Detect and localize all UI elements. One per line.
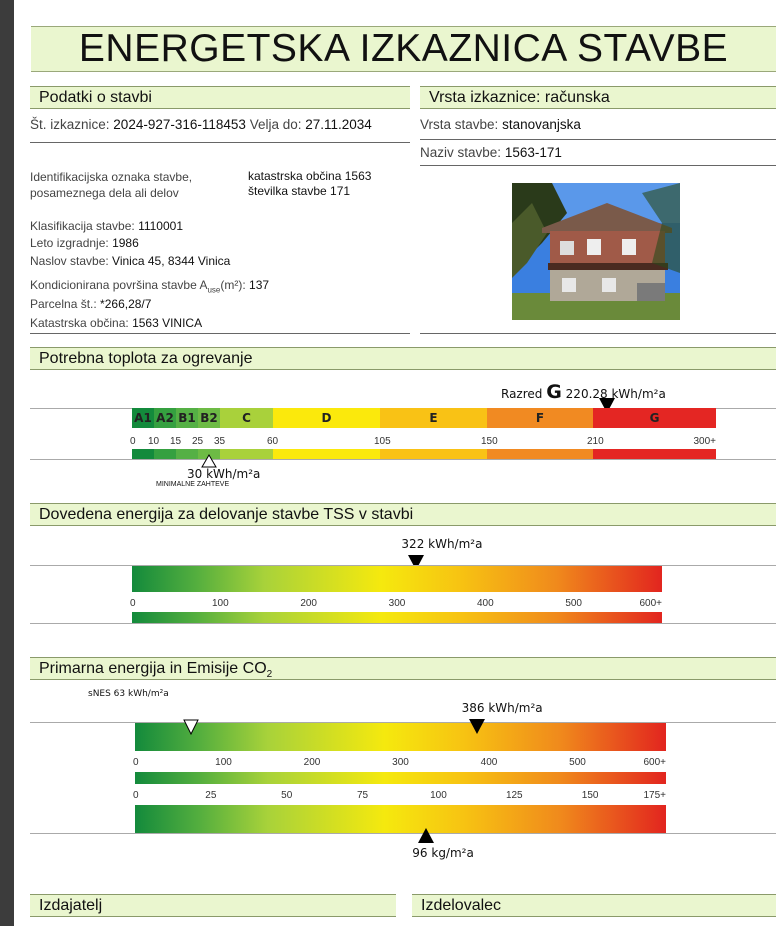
co2-value-text: 96 kg/m²a [412, 846, 474, 860]
class-segment-d: D [273, 408, 380, 428]
minimum-requirement-caption: MINIMALNE ZAHTEVE [156, 481, 230, 488]
primary-value-marker [469, 719, 485, 734]
cadastral-row [30, 316, 202, 330]
heating-tick-label: 210 [587, 436, 604, 447]
co2-ticks [135, 790, 666, 802]
parcel-label: Parcelna št.: [30, 297, 97, 311]
heating-tick-label: 15 [170, 436, 182, 447]
scale-tick-label: 500 [565, 598, 582, 609]
class-strip-c [220, 449, 273, 459]
outline-triangle-icon [201, 454, 217, 468]
heating-tick-label: 0 [130, 436, 136, 447]
delivered-gradient-bar [132, 566, 662, 592]
class-strip-a1 [132, 449, 154, 459]
building-name-value: 1563-171 [504, 145, 562, 160]
primary-gradient-bar [135, 723, 666, 751]
identification-value-1: katastrska občina 1563 [248, 169, 372, 183]
scale-tick-label: 175+ [643, 790, 666, 801]
building-name-row [420, 145, 562, 160]
house-illustration [512, 183, 680, 320]
classification-value: 1110001 [138, 219, 183, 233]
heating-tick-label: 35 [214, 436, 226, 447]
izkaznica-number-row [30, 117, 372, 132]
divider [420, 165, 776, 166]
heating-scale-line [30, 459, 776, 460]
address-label: Naslov stavbe: [30, 254, 109, 268]
scale-tick-label: 400 [480, 757, 498, 768]
area-label-subscript: use [207, 285, 221, 295]
delivered-gradient-strip [132, 612, 662, 623]
heating-tick-label: 300+ [693, 436, 716, 447]
area-row [30, 278, 269, 294]
class-strip-d [273, 449, 380, 459]
primary-header-text: Primarna energija in Emisije CO [39, 660, 267, 677]
valid-until-value: 27.11.2034 [305, 117, 372, 132]
building-type-label: Vrsta stavbe: [420, 117, 499, 132]
divider [30, 142, 410, 143]
valid-until-label: Velja do: [249, 117, 302, 132]
parcel-row [30, 297, 151, 311]
left-window-edge [0, 0, 14, 926]
cadastral-label: Katastrska občina: [30, 316, 129, 330]
cadastral-value: 1563 VINICA [132, 316, 203, 330]
scale-tick-label: 0 [130, 598, 136, 609]
area-value: 137 [249, 278, 270, 292]
primary-ticks [135, 757, 666, 769]
scale-tick-label: 100 [430, 790, 447, 801]
section-header-heating: Potrebna toplota za ogrevanje [30, 347, 776, 370]
class-segment-e: E [380, 408, 487, 428]
class-strip-b1 [176, 449, 198, 459]
class-segment-g: G [593, 408, 716, 428]
scale-tick-label: 150 [581, 790, 599, 801]
area-label: Kondicionirana površina stavbe A [30, 278, 208, 292]
class-segment-a1: A1 [132, 408, 154, 428]
class-value: G [546, 381, 562, 403]
class-segment-a2: A2 [154, 408, 176, 428]
section-header-primary [30, 657, 776, 680]
building-photo [512, 183, 680, 320]
class-label: Razred [501, 387, 543, 401]
building-type-row [420, 117, 581, 132]
scale-tick-label: 200 [300, 598, 317, 609]
class-segment-c: C [220, 408, 273, 428]
scale-tick-label: 500 [569, 757, 586, 768]
heating-tick-label: 150 [481, 436, 498, 447]
co2-gradient-bar [135, 805, 666, 833]
co2-value-marker [418, 828, 434, 843]
scale-tick-label: 300 [392, 757, 409, 768]
heating-tick-label: 25 [192, 436, 204, 447]
section-header-delivered: Dovedena energija za delovanje stavbe TSS v stavbi [30, 503, 776, 526]
scale-tick-label: 400 [476, 598, 494, 609]
snes-value-text: sNES 63 kWh/m²a [88, 689, 169, 699]
identification-label-1: Identifikacijska oznaka stavbe, [30, 170, 193, 184]
section-header-vrsta: Vrsta izkaznice: računska [420, 86, 776, 109]
divider [30, 333, 410, 334]
class-segment-b2: B2 [198, 408, 220, 428]
scale-tick-label: 50 [281, 790, 293, 801]
section-header-podatki: Podatki o stavbi [30, 86, 410, 109]
scale-tick-label: 600+ [643, 757, 666, 768]
heating-class-annotation [501, 381, 666, 403]
izkaznica-number-label: Št. izkaznice: [30, 117, 110, 132]
primary-value-text: 386 kWh/m²a [461, 701, 543, 715]
scale-tick-label: 600+ [639, 598, 662, 609]
scale-tick-label: 0 [133, 790, 139, 801]
area-unit: (m²): [220, 278, 246, 292]
primary-header-subscript: 2 [266, 669, 273, 681]
primary-gradient-strip [135, 772, 666, 784]
scale-tick-label: 100 [215, 757, 232, 768]
heating-tick-label: 105 [374, 436, 391, 447]
minimum-requirement-value: 30 kWh/m²a [187, 467, 261, 481]
class-strip-g [593, 449, 716, 459]
delivered-scale-line [30, 623, 776, 624]
class-segment-b1: B1 [176, 408, 198, 428]
class-segment-f: F [487, 408, 593, 428]
heating-value-text: 220.28 kWh/m²a [565, 387, 666, 401]
scale-tick-label: 100 [211, 598, 229, 609]
izkaznica-number-value: 2024-927-316-118453 [113, 117, 246, 132]
snes-marker [183, 719, 199, 740]
address-row [30, 254, 230, 268]
co2-scale-line [30, 833, 776, 834]
scale-tick-label: 125 [505, 790, 523, 801]
outline-triangle-down-icon [183, 719, 199, 735]
delivered-ticks [132, 598, 662, 610]
class-strip-a2 [154, 449, 176, 459]
identification-label-2: posameznega dela ali delov [30, 186, 179, 200]
divider [420, 139, 776, 140]
heating-class-bar [130, 408, 716, 460]
page-title: ENERGETSKA IZKAZNICA STAVBE [78, 27, 729, 70]
parcel-value: *266,28/7 [100, 297, 152, 311]
classification-row [30, 219, 183, 233]
year-value: 1986 [112, 236, 139, 250]
year-row [30, 236, 139, 250]
scale-tick-label: 25 [205, 790, 217, 801]
scale-tick-label: 75 [357, 790, 369, 801]
building-type-value: stanovanjska [502, 117, 581, 132]
address-value: Vinica 45, 8344 Vinica [112, 254, 231, 268]
heating-tick-label: 60 [267, 436, 279, 447]
section-header-issuer: Izdajatelj [30, 894, 396, 917]
identification-value-2: številka stavbe 171 [248, 184, 351, 198]
classification-label: Klasifikacija stavbe: [30, 219, 135, 233]
scale-tick-label: 200 [303, 757, 321, 768]
class-strip-e [380, 449, 487, 459]
divider [420, 333, 776, 334]
class-strip-f [487, 449, 593, 459]
section-header-maker: Izdelovalec [412, 894, 776, 917]
year-label: Leto izgradnje: [30, 236, 109, 250]
scale-tick-label: 300 [388, 598, 406, 609]
document-page [14, 0, 778, 926]
heating-tick-label: 10 [148, 436, 160, 447]
building-name-label: Naziv stavbe: [420, 145, 502, 160]
delivered-value-text: 322 kWh/m²a [401, 537, 483, 551]
scale-tick-label: 0 [133, 757, 139, 768]
